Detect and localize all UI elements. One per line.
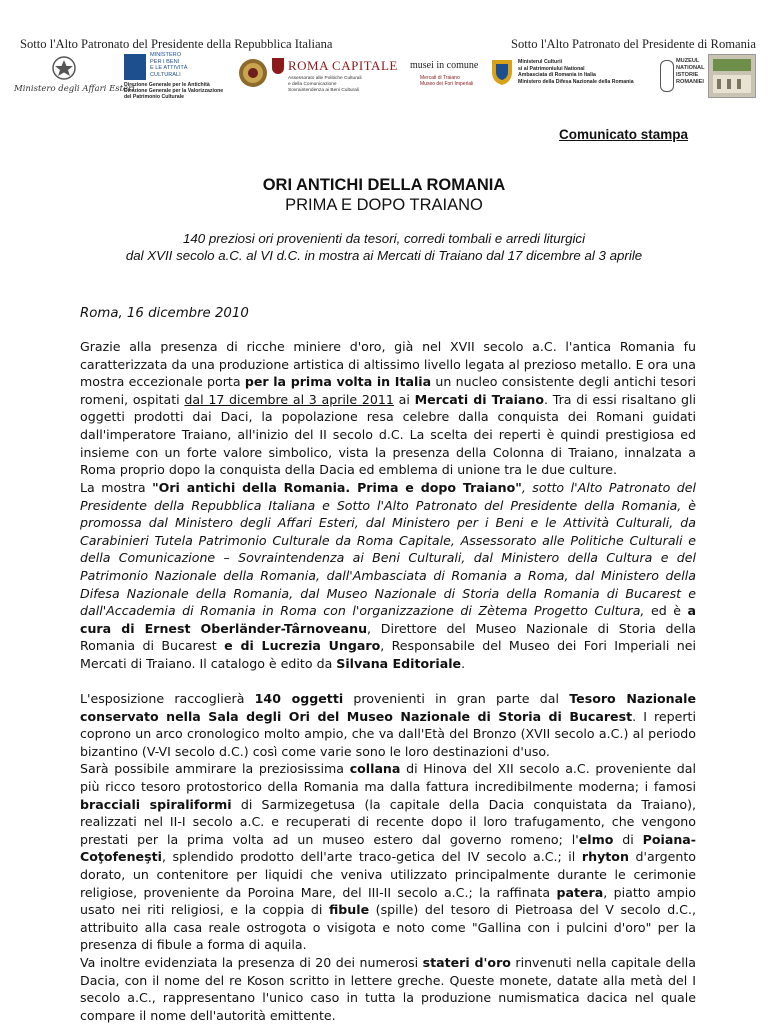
mnir-line: MUZEUL xyxy=(676,58,700,64)
ro-line: Ambasciata di Romania in Italia xyxy=(518,72,596,79)
paragraph-intro: Grazie alla presenza di ricche miniere d'oro, già nel XVII secolo a.C. l'antica Romania fu caratterizzata da una produzione artistica di altissimo livello legata al prezioso metallo. E ora una mostra eccezionale porta per la prima volta in Italia un nucleo consistente degli antichi tesori romeni, ospitati dal 17 dicembre al 3 aprile 2011 ai Mercati di Traiano. Tra di essi risaltano gli oggetti prodotti dai Daci, la popolazione resa celebre dalla conquista dei Romani guidati dall'imperatore Traiano, all'inizio del II secolo d.C. La scelta dei reperti è quindi prestigiosa ed insieme con un forte valore simbolico, vista la presenza della Colonna di Traiano, innalzata a Roma proprio dopo la conquista della Dacia ed emblema di unione tra le due culture. xyxy=(80,339,696,478)
mnir-mark-icon xyxy=(660,60,674,92)
mibac-line: PER I BENI xyxy=(150,58,180,65)
roma-sub-line: e della Comunicazione xyxy=(288,81,337,87)
musei-sub-line: Museo dei Fori Imperiali xyxy=(420,81,474,87)
ro-line: Ministero della Difesa Nazionale della Romania xyxy=(518,78,634,85)
ro-line: si al Patrimoniului National xyxy=(518,65,585,72)
roma-shield-icon xyxy=(272,58,284,74)
page-title: ORI ANTICHI DELLA ROMANIA xyxy=(262,176,506,194)
press-release-label: Comunicato stampa xyxy=(558,127,688,142)
mnir-line: ROMANIEI xyxy=(676,79,704,85)
carabinieri-seal xyxy=(238,56,268,94)
ro-line: Ministerul Culturii xyxy=(518,59,563,65)
mibac-mark-icon xyxy=(124,54,146,80)
mnir-line: ISTORIE xyxy=(676,72,699,78)
roma-sub-line: Sovraintendenza ai Beni Culturali xyxy=(288,87,359,93)
mibac-sub-line: del Patrimonio Culturale xyxy=(124,94,184,100)
summary-line: dal XVII secolo a.C. al VI d.C. in mostra ai Mercati di Traiano dal 17 dicembre al 3 aprile xyxy=(125,248,643,263)
summary-line: 140 preziosi ori provenienti da tesori, corredi tombali e arredi liturgici xyxy=(182,231,586,246)
mibac-line: E LE ATTIVITÀ xyxy=(150,65,188,72)
paragraph-exhibition: La mostra "Ori antichi della Romania. Prima e dopo Traiano", sotto l'Alto Patronato del Presidente della Repubblica Italiana e Sotto l'Alto Patronato del Presidente della Romania, è promossa dal Ministero degli Affari Esteri, dal Ministero per i Beni e le Attività Culturali, da Carabinieri Tutela Patrimonio Culturale da Roma Capitale, Assessorato alle Politiche Culturali e della Comunicazione – Sovraintendenza ai Beni Culturali, dal Ministero della Cultura e del Patrimonio Nazionale della Romania, dall'Ambasciata di Romania a Roma, dal Ministero della Difesa Nazionale della Romania, dal Museo Nazionale di Storia della Romania di Bucarest e dall'Accademia di Romania in Roma con l'organizzazione di Zètema Progetto Cultura, ed è a cura di Ernest Oberländer-Târnoveanu, Direttore del Museo Nazionale di Storia della Romania di Bucarest e di Lucrezia Ungaro, Responsabile del Museo dei Fori Imperiali nei Mercati di Traiano. Il catalogo è edito da Silvana Editoriale. xyxy=(80,480,697,671)
mae-text: Ministero degli Affari Esteri xyxy=(14,84,135,94)
mibac-line: CULTURALI xyxy=(150,71,181,78)
patronage-italy: Sotto l'Alto Patronato del Presidente della Repubblica Italiana xyxy=(20,37,333,51)
roma-title: ROMA CAPITALE xyxy=(288,58,398,73)
patronage-romania: Sotto l'Alto Patronato del Presidente di Romania xyxy=(511,37,757,51)
musei-title: musei in comune xyxy=(410,60,479,71)
musei-sub-line: Mercati di Traiano xyxy=(420,75,460,81)
paragraph-objects: L'esposizione raccoglierà 140 oggetti provenienti in gran parte dal Tesoro Nazionale conservato nella Sala degli Ori del Museo Nazionale di Storia di Bucarest. I reperti coprono un arco cronologico molto ampio, che va dall'Età del Bronzo (XVII secolo a.C.) al periodo bizantino (V-VI secolo d.C.) così come varie sono le loro destinazioni d'uso. Sarà possibile ammirare la preziosissima collana di Hinova del XII secolo a.C. proveniente dal più ricco tesoro protostorico della Romania ma dalla fattura incredibilmente moderna; i famosi bracciali spiraliformi di Sarmizegetusa (la capitale della Dacia conquistata da Traiano), realizzati nel II-I secolo a.C. e recuperati di recente dopo il loro trafugamento, che vengono prestati per la prima volta ad un museo estero dal governo romeno; l'elmo di Poiana-Coţofeneşti, splendido prodotto dell'arte traco-getica del IV secolo a.C.; il rhyton d'argento dorato, un contenitore per liquidi che veniva utilizzato principalmente durante le cerimonie religiose, proveniente da Poroina Mare, del III-II secolo a.C.; la raffinata patera, piatto ampio usato nei riti religiosi, e la coppia di fibule (spille) del tesoro di Pietroasa del V secolo d.C., attribuito alla casa reale ostrogota o visigota e noto come "Gallina con i pulcini d'oro" per la presenza di fibule a forma di aquila. Va inoltre evidenziata la presenza di 20 dei numerosi stateri d'oro rinvenuti nella capitale della Dacia, con il nome del re Koson scritto in lettere greche. Queste monete, datate alla metà del I secolo a.C., rappresentano l'unico caso in tutta la produzione numismatica dacica nel quale compare il nome dell'autorità emittente. xyxy=(80,691,697,1023)
mnir-logo xyxy=(660,56,710,100)
romania-ministries-logo xyxy=(490,58,640,98)
dateline: Roma, 16 dicembre 2010 xyxy=(80,306,249,321)
roma-capitale-logo xyxy=(272,58,402,102)
musei-in-comune-logo xyxy=(410,60,486,100)
accademia-building-image xyxy=(708,54,756,98)
summary xyxy=(0,230,768,264)
mibac-sub-line: Direzione Generale per le Antichità xyxy=(124,82,210,88)
roma-sub-line: Assessorato alle Politiche Culturali xyxy=(288,76,362,81)
mae-logo xyxy=(14,54,135,100)
mibac-sub-line: Direzione Generale per la Valorizzazione xyxy=(124,88,224,94)
seal-icon xyxy=(238,56,268,90)
romania-coat-of-arms-icon xyxy=(490,58,514,86)
mibac-logo xyxy=(124,52,234,102)
mibac-line: MINISTERO xyxy=(150,52,182,58)
mnir-line: NATIONAL xyxy=(676,65,705,71)
logo-strip xyxy=(0,52,768,102)
page-subtitle: PRIMA E DOPO TRAIANO xyxy=(285,196,483,214)
